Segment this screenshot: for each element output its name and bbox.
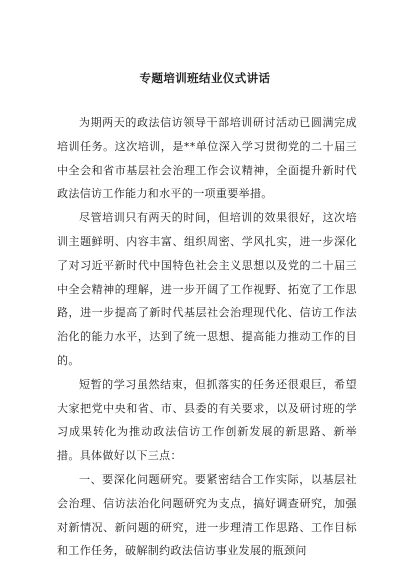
paragraph-intro: 为期两天的政法信访领导干部培训研讨活动已圆满完成培训任务。这次培训，是**单位深入学习贯彻党的二十届三中全会和省市基层社会治理工作会议精神，全面提升新时代政法信访工作能力和水平的一项重要举措。 [57,116,357,201]
paragraph-point-one: 一、要深化问题研究。要紧密结合工作实际，以基层社会治理、信访法治化问题研究为支点，搞好调查研究，加强对新情况、新问题的研究，进一步理清工作思路、工作目标和工作任务，破解制约政法信访事业发展的瓶颈问 [57,472,357,558]
document-body [57,111,357,563]
document-title: 专题培训班结业仪式讲话 [139,71,271,85]
paragraph-training-effect: 尽管培训只有两天的时间，但培训的效果很好，这次培训主题鲜明、内容丰富、组织周密、学风扎实，进一步深化了对习近平新时代中国特色社会主义思想以及党的二十届三中全会精神的理解，进一步开阔了工作视野、拓宽了工作思路，进一步提高了新时代基层社会治理现代化、信访工作法治化的能力水平，达到了统一思想、提高能力推动工作的目的。 [57,211,357,367]
paragraph-requirements: 短暂的学习虽然结束，但抓落实的任务还很艰巨，希望大家把党中央和省、市、县委的有关要求，以及研讨班的学习成果转化为推动政法信访工作创新发展的新思路、新举措。具体做好以下三点： [57,377,357,463]
